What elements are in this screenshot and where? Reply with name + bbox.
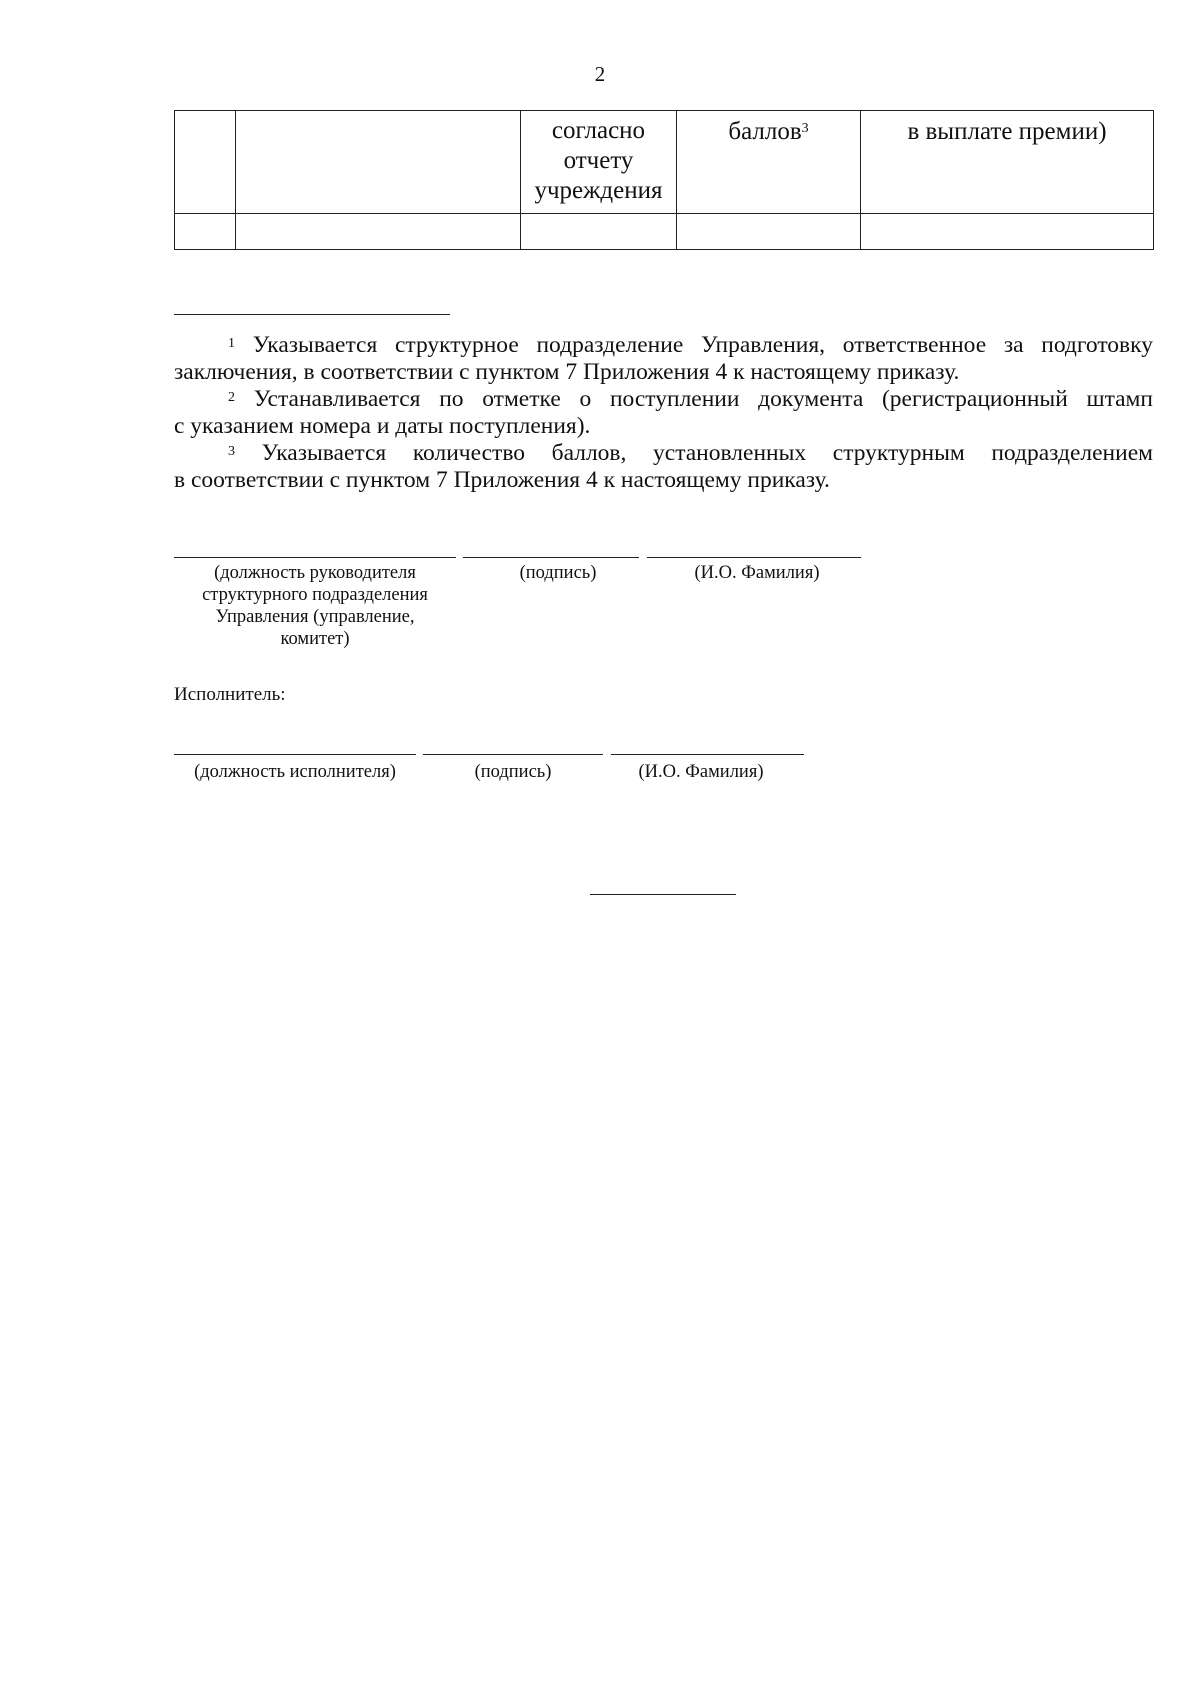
table-cell-number [175, 111, 236, 214]
signature-line-signature [463, 557, 639, 558]
footnote-text: Устанавливается по отметке о поступлении документа (регистрационный штамп [253, 386, 1154, 412]
executor-label: Исполнитель: [174, 684, 286, 705]
caption-name-executor: (И.О. Фамилия) [638, 762, 764, 782]
table-cell-bonus: в выплате премии) [861, 111, 1154, 214]
table-cell-report [521, 111, 677, 214]
end-separator [590, 894, 736, 895]
footnote-3 [174, 440, 1153, 494]
continuation-table [174, 110, 1154, 250]
table-row [175, 214, 1154, 250]
caption-line: структурного подразделения [202, 585, 428, 605]
footnote-text: в соответствии с пунктом 7 Приложения 4 к настоящему приказу. [174, 467, 830, 493]
caption-line: (должность руководителя [214, 563, 416, 583]
caption-signature-executor: (подпись) [474, 762, 552, 782]
footnote-2 [174, 386, 1153, 440]
footnote-text: Указывается структурное подразделение Управления, ответственное за подготовку [252, 332, 1153, 358]
footnote-mark: 1 [228, 336, 235, 351]
table-cell-text: учреждения [534, 177, 663, 204]
table-cell-text: баллов [728, 118, 802, 145]
footnote-1 [174, 332, 1153, 386]
table-cell [521, 214, 677, 250]
signature-line-position [174, 754, 416, 755]
caption-line: комитет) [280, 629, 350, 649]
footnote-ref: 3 [801, 121, 809, 136]
table-cell [175, 214, 236, 250]
table-cell [677, 214, 861, 250]
caption-name-head: (И.О. Фамилия) [694, 563, 820, 583]
signature-line-signature [423, 754, 603, 755]
table-header-row [175, 111, 1154, 214]
table-cell-text: согласно [551, 117, 646, 144]
table-cell-points [677, 111, 861, 214]
caption-position-head [174, 562, 456, 650]
table-cell [861, 214, 1154, 250]
footnote-mark: 3 [228, 444, 235, 459]
footnote-separator [174, 314, 450, 315]
footnote-mark: 2 [228, 390, 235, 405]
page-number: 2 [594, 62, 606, 86]
footnote-text: с указанием номера и даты поступления). [174, 413, 591, 439]
table-cell-name [236, 111, 521, 214]
caption-line: Управления (управление, [215, 607, 415, 627]
table-cell [236, 214, 521, 250]
signature-line-position [174, 557, 456, 558]
footnote-text: заключения, в соответствии с пунктом 7 Приложения 4 к настоящему приказу. [174, 359, 960, 385]
caption-position-executor: (должность исполнителя) [194, 762, 396, 782]
table-cell-text: отчету [563, 147, 634, 174]
signature-line-name [647, 557, 861, 558]
footnote-text: Указывается количество баллов, установленных структурным подразделением [261, 440, 1153, 466]
signature-line-name [611, 754, 804, 755]
caption-signature-head: (подпись) [519, 563, 597, 583]
